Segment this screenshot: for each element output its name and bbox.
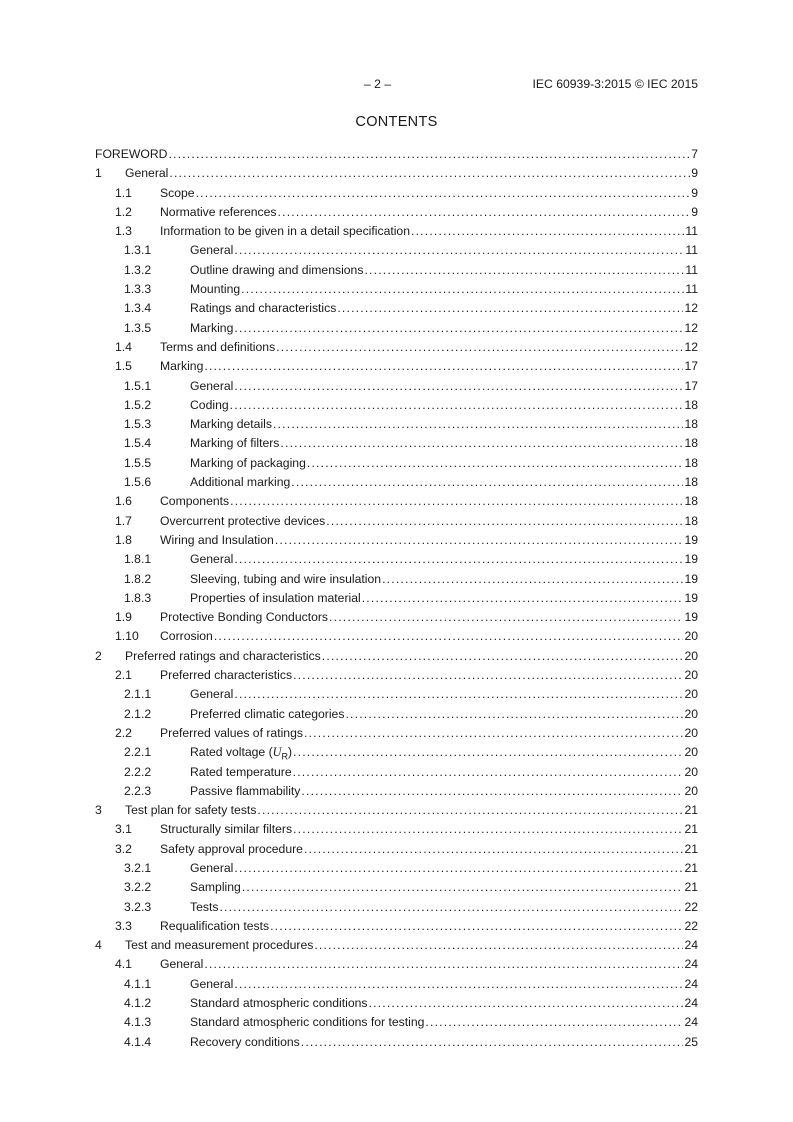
toc-entry[interactable] bbox=[95, 473, 698, 492]
toc-entry-page: 9 bbox=[691, 185, 698, 200]
toc-entry[interactable] bbox=[95, 550, 698, 569]
dot-leader bbox=[304, 840, 683, 859]
toc-entry-title: Preferred characteristics bbox=[160, 668, 293, 683]
toc-entry-title: General bbox=[190, 687, 234, 702]
toc-entry-title: Protective Bonding Conductors bbox=[160, 610, 329, 625]
toc-entry-title: Coding bbox=[190, 397, 229, 412]
toc-entry-number: 1.2 bbox=[115, 204, 132, 219]
toc-entry-number: 2.2.3 bbox=[124, 783, 152, 798]
dot-leader bbox=[304, 724, 684, 743]
toc-entry-title: Marking bbox=[190, 320, 234, 335]
dot-leader bbox=[234, 975, 683, 994]
toc-entry-number: 1.8.3 bbox=[124, 590, 152, 605]
toc-entry-page: 19 bbox=[684, 590, 698, 605]
dot-leader bbox=[411, 222, 684, 241]
dot-leader bbox=[369, 994, 684, 1013]
toc-entry-number: 1.8.2 bbox=[124, 571, 152, 586]
toc-entry-page: 12 bbox=[684, 339, 698, 354]
toc-entry-number: 2 bbox=[95, 648, 102, 663]
toc-entry-title: General bbox=[190, 860, 234, 875]
toc-entry[interactable] bbox=[95, 338, 698, 357]
toc-entry-title: Overcurrent protective devices bbox=[160, 513, 326, 528]
toc-entry[interactable] bbox=[95, 222, 698, 241]
toc-entry-title: Preferred ratings and characteristics bbox=[125, 648, 321, 663]
toc-entry-page: 18 bbox=[684, 494, 698, 509]
dot-leader bbox=[345, 705, 683, 724]
dot-leader bbox=[293, 820, 683, 839]
toc-entry-number: 2.2.2 bbox=[124, 764, 152, 779]
toc-entry-title: Passive flammability bbox=[190, 783, 301, 798]
toc-entry-page: 11 bbox=[685, 224, 698, 239]
toc-entry-number: 3.1 bbox=[115, 822, 132, 837]
toc-entry-page: 7 bbox=[691, 147, 698, 161]
toc-entry-title: Corrosion bbox=[160, 629, 213, 644]
dot-leader bbox=[301, 1033, 684, 1052]
toc-entry[interactable] bbox=[95, 241, 698, 260]
toc-entry-page: 20 bbox=[684, 668, 698, 683]
toc-entry-number: 2.1.2 bbox=[124, 706, 152, 721]
toc-entry-page: 17 bbox=[684, 359, 698, 374]
toc-entry-number: 3.2.1 bbox=[124, 860, 152, 875]
toc-entry[interactable] bbox=[95, 705, 698, 724]
toc-entry-title: Marking of filters bbox=[190, 436, 280, 451]
toc-entry[interactable] bbox=[95, 357, 698, 376]
dot-leader bbox=[273, 415, 683, 434]
dot-leader bbox=[293, 763, 684, 782]
toc-entry-page: 19 bbox=[684, 571, 698, 586]
toc-entry[interactable] bbox=[95, 184, 698, 203]
toc-entry[interactable] bbox=[95, 763, 698, 782]
dot-leader bbox=[234, 319, 683, 338]
toc-entry[interactable] bbox=[95, 840, 698, 859]
toc-entry-page: 18 bbox=[684, 475, 698, 490]
dot-leader bbox=[364, 261, 684, 280]
toc-entry-number: 1.3.2 bbox=[124, 262, 152, 277]
toc-entry[interactable] bbox=[95, 801, 698, 820]
toc-entry-number: 2.1 bbox=[115, 668, 132, 683]
toc-entry-title: General bbox=[160, 957, 204, 972]
dot-leader bbox=[307, 454, 684, 473]
toc-entry-page: 19 bbox=[684, 552, 698, 567]
toc-entry[interactable] bbox=[95, 319, 698, 338]
toc-entry-title: Information to be given in a detail specification bbox=[160, 224, 410, 239]
toc-entry-title: Safety approval procedure bbox=[160, 841, 303, 856]
toc-entry-number: 1 bbox=[95, 166, 102, 181]
toc-entry[interactable] bbox=[95, 1033, 698, 1052]
toc-entry-title: Properties of insulation material bbox=[190, 590, 361, 605]
toc-entry[interactable] bbox=[95, 685, 698, 704]
toc-entry-title: Marking bbox=[160, 359, 204, 374]
toc-entry-title: Mounting bbox=[190, 282, 241, 297]
toc-entry[interactable] bbox=[95, 396, 698, 415]
toc-entry-title: Scope bbox=[160, 185, 195, 200]
toc-entry-page: 20 bbox=[684, 764, 698, 779]
toc-entry[interactable] bbox=[95, 917, 698, 936]
dot-leader bbox=[382, 570, 683, 589]
toc-entry[interactable] bbox=[95, 145, 698, 164]
dot-leader bbox=[314, 936, 683, 955]
toc-entry[interactable] bbox=[95, 955, 698, 974]
dot-leader bbox=[280, 434, 683, 453]
dot-leader bbox=[204, 955, 683, 974]
toc-entry-number: 1.4 bbox=[115, 339, 132, 354]
dot-leader bbox=[326, 512, 683, 531]
toc-entry-page: 18 bbox=[684, 436, 698, 451]
toc-entry-page: 24 bbox=[684, 976, 698, 991]
toc-entry[interactable] bbox=[95, 898, 698, 917]
toc-entry-number: 1.5 bbox=[115, 359, 132, 374]
toc-entry[interactable] bbox=[95, 299, 698, 318]
toc-entry-page: 20 bbox=[684, 687, 698, 702]
toc-entry-title: Standard atmospheric conditions for testing bbox=[190, 1015, 425, 1030]
toc-entry[interactable] bbox=[95, 377, 698, 396]
toc-entry-number: 1.5.6 bbox=[124, 475, 152, 490]
toc-entry-page: 24 bbox=[684, 938, 698, 953]
toc-entry-title: Marking of packaging bbox=[190, 455, 306, 470]
toc-entry-number: 1.5.5 bbox=[124, 455, 152, 470]
toc-entry-page: 20 bbox=[684, 725, 698, 740]
toc-entry-number: 3 bbox=[95, 803, 102, 818]
toc-entry-title: General bbox=[190, 243, 234, 258]
toc-entry-page: 9 bbox=[691, 204, 698, 219]
dot-leader bbox=[301, 782, 683, 801]
toc-entry-title: FOREWORD bbox=[95, 147, 168, 161]
toc-entry-title: Components bbox=[160, 494, 230, 509]
toc-entry-page: 11 bbox=[685, 262, 698, 277]
toc-entry-page: 12 bbox=[684, 301, 698, 316]
toc-entry-number: 4.1.1 bbox=[124, 976, 152, 991]
toc-entry-page: 22 bbox=[684, 918, 698, 933]
toc-entry-page: 18 bbox=[684, 455, 698, 470]
toc-entry-title: Terms and definitions bbox=[160, 339, 276, 354]
toc-entry-number: 1.7 bbox=[115, 513, 132, 528]
toc-entry[interactable] bbox=[95, 454, 698, 473]
toc-entry-title: Marking details bbox=[190, 417, 272, 432]
toc-entry[interactable] bbox=[95, 627, 698, 646]
toc-entry-number: 1.10 bbox=[115, 629, 139, 644]
toc-entry[interactable] bbox=[95, 589, 698, 608]
toc-entry[interactable] bbox=[95, 164, 698, 183]
toc-entry-page: 24 bbox=[684, 1015, 698, 1030]
toc-entry-page: 20 bbox=[684, 745, 698, 760]
toc-entry-number: 1.8 bbox=[115, 532, 132, 547]
toc-entry-title: Wiring and Insulation bbox=[160, 532, 274, 547]
dot-leader bbox=[168, 145, 690, 164]
toc-entry-page: 20 bbox=[684, 629, 698, 644]
toc-entry-number: 1.8.1 bbox=[124, 552, 152, 567]
toc-entry-number: 3.3 bbox=[115, 918, 132, 933]
toc-entry-title: Preferred values of ratings bbox=[160, 725, 303, 740]
toc-entry-title: Test plan for safety tests bbox=[125, 803, 257, 818]
dot-leader bbox=[234, 550, 683, 569]
toc-entry-title: Rated temperature bbox=[190, 764, 292, 779]
toc-entry-page: 9 bbox=[691, 166, 698, 181]
dot-leader bbox=[230, 492, 683, 511]
toc-entry-number: 3.2 bbox=[115, 841, 132, 856]
dot-leader bbox=[293, 743, 683, 762]
dot-leader bbox=[362, 589, 684, 608]
toc-entry-page: 24 bbox=[684, 957, 698, 972]
toc-entry[interactable] bbox=[95, 859, 698, 878]
dot-leader bbox=[293, 666, 683, 685]
toc-entry-title: Sleeving, tubing and wire insulation bbox=[190, 571, 382, 586]
toc-entry[interactable] bbox=[95, 434, 698, 453]
toc-entry[interactable] bbox=[95, 994, 698, 1013]
toc-entry[interactable] bbox=[95, 666, 698, 685]
toc-entry-page: 21 bbox=[684, 880, 698, 895]
toc-entry[interactable] bbox=[95, 782, 698, 801]
toc-entry-number: 1.9 bbox=[115, 610, 132, 625]
dot-leader bbox=[234, 685, 683, 704]
toc-entry-number: 4.1.2 bbox=[124, 996, 152, 1011]
toc-entry-number: 2.1.1 bbox=[124, 687, 152, 702]
dot-leader bbox=[204, 357, 683, 376]
toc-entry-page: 19 bbox=[684, 532, 698, 547]
toc-entry-title: Recovery conditions bbox=[190, 1034, 300, 1049]
dot-leader bbox=[169, 164, 690, 183]
toc-entry[interactable] bbox=[95, 878, 698, 897]
toc-entry-title: Normative references bbox=[160, 204, 277, 219]
toc-entry-page: 11 bbox=[685, 282, 698, 297]
dot-leader bbox=[196, 184, 691, 203]
toc-entry-number: 1.3.5 bbox=[124, 320, 152, 335]
toc-entry-title: General bbox=[190, 378, 234, 393]
toc-entry-page: 12 bbox=[684, 320, 698, 335]
toc-entry-page: 19 bbox=[684, 610, 698, 625]
dot-leader bbox=[270, 917, 683, 936]
toc-entry-number: 2.2.1 bbox=[124, 745, 152, 760]
toc-entry[interactable] bbox=[95, 570, 698, 589]
toc-entry-number: 1.3.3 bbox=[124, 282, 152, 297]
toc-entry[interactable] bbox=[95, 647, 698, 666]
toc-entry-number: 1.5.2 bbox=[124, 397, 152, 412]
toc-entry-page: 11 bbox=[685, 243, 698, 258]
toc-entry-number: 4.1 bbox=[115, 957, 132, 972]
toc-entry-page: 18 bbox=[684, 417, 698, 432]
toc-entry-title: Preferred climatic categories bbox=[190, 706, 345, 721]
toc-entry-number: 1.3.1 bbox=[124, 243, 152, 258]
dot-leader bbox=[425, 1013, 683, 1032]
page-title: CONTENTS bbox=[355, 114, 438, 130]
dot-leader bbox=[337, 299, 683, 318]
toc-entry[interactable] bbox=[95, 512, 698, 531]
dot-leader bbox=[276, 338, 683, 357]
toc-entry[interactable] bbox=[95, 415, 698, 434]
toc-entry[interactable] bbox=[95, 280, 698, 299]
toc-entry-page: 20 bbox=[684, 706, 698, 721]
toc-entry-number: 1.1 bbox=[115, 185, 132, 200]
toc-entry[interactable] bbox=[95, 820, 698, 839]
toc-entry-title: General bbox=[125, 166, 169, 181]
toc-entry-number: 1.5.4 bbox=[124, 436, 152, 451]
toc-entry-title: Test and measurement procedures bbox=[125, 938, 314, 953]
dot-leader bbox=[329, 608, 683, 627]
toc-entry[interactable] bbox=[95, 261, 698, 280]
toc-entry-title: Tests bbox=[190, 899, 219, 914]
toc-entry[interactable] bbox=[95, 936, 698, 955]
dot-leader bbox=[275, 531, 684, 550]
dot-leader bbox=[219, 898, 683, 917]
toc-entry-title: Additional marking bbox=[190, 475, 291, 490]
toc-entry-title: Sampling bbox=[190, 880, 241, 895]
toc-entry-page: 25 bbox=[684, 1034, 698, 1049]
toc-entry[interactable] bbox=[95, 743, 698, 762]
dot-leader bbox=[242, 878, 684, 897]
toc-entry-page: 21 bbox=[684, 803, 698, 818]
toc-entry-title: General bbox=[190, 552, 234, 567]
dot-leader bbox=[241, 280, 684, 299]
toc-entry-page: 20 bbox=[684, 783, 698, 798]
toc-entry-title: General bbox=[190, 976, 234, 991]
toc-entry-number: 4.1.3 bbox=[124, 1015, 152, 1030]
toc-entry-number: 3.2.3 bbox=[124, 899, 152, 914]
toc-entry-page: 20 bbox=[684, 648, 698, 663]
dot-leader bbox=[234, 241, 684, 260]
dot-leader bbox=[322, 647, 684, 666]
toc-entry-number: 1.3.4 bbox=[124, 301, 152, 316]
toc-entry-page: 22 bbox=[684, 899, 698, 914]
toc-entry-number: 1.6 bbox=[115, 494, 132, 509]
toc-entry-number: 1.5.3 bbox=[124, 417, 152, 432]
toc-entry[interactable] bbox=[95, 1013, 698, 1032]
page-number: – 2 – bbox=[364, 77, 392, 91]
toc-entry-title: Standard atmospheric conditions bbox=[190, 996, 368, 1011]
standard-reference: IEC 60939-3:2015 © IEC 2015 bbox=[532, 77, 698, 91]
dot-leader bbox=[234, 377, 683, 396]
dot-leader bbox=[291, 473, 683, 492]
toc-entry[interactable] bbox=[95, 975, 698, 994]
toc-entry-page: 18 bbox=[684, 397, 698, 412]
toc-entry-title: Ratings and characteristics bbox=[190, 301, 337, 316]
dot-leader bbox=[230, 396, 684, 415]
toc-entry[interactable] bbox=[95, 608, 698, 627]
dot-leader bbox=[278, 203, 691, 222]
toc-entry-page: 18 bbox=[684, 513, 698, 528]
toc-entry-title: Structurally similar filters bbox=[160, 822, 293, 837]
toc-entry-number: 2.2 bbox=[115, 725, 132, 740]
toc-entry-page: 17 bbox=[684, 378, 698, 393]
toc-entry-page: 24 bbox=[684, 996, 698, 1011]
toc-entry-page: 21 bbox=[684, 822, 698, 837]
toc-entry[interactable] bbox=[95, 531, 698, 550]
toc-entry-title: Outline drawing and dimensions bbox=[190, 262, 364, 277]
dot-leader bbox=[257, 801, 683, 820]
toc-entry-number: 4 bbox=[95, 938, 102, 953]
toc-entry[interactable] bbox=[95, 492, 698, 511]
toc-entry-number: 3.2.2 bbox=[124, 880, 152, 895]
toc-entry-page: 21 bbox=[684, 841, 698, 856]
toc-entry-number: 4.1.4 bbox=[124, 1034, 152, 1049]
dot-leader bbox=[214, 627, 684, 646]
table-of-contents bbox=[95, 145, 698, 1052]
toc-entry-number: 1.5.1 bbox=[124, 378, 152, 393]
toc-entry-title: Rated voltage $(U_R)$ bbox=[190, 745, 293, 762]
dot-leader bbox=[234, 859, 683, 878]
toc-entry[interactable] bbox=[95, 203, 698, 222]
toc-entry-title: Requalification tests bbox=[160, 918, 270, 933]
toc-entry[interactable] bbox=[95, 724, 698, 743]
toc-entry-page: 21 bbox=[684, 860, 698, 875]
toc-entry-number: 1.3 bbox=[115, 224, 132, 239]
